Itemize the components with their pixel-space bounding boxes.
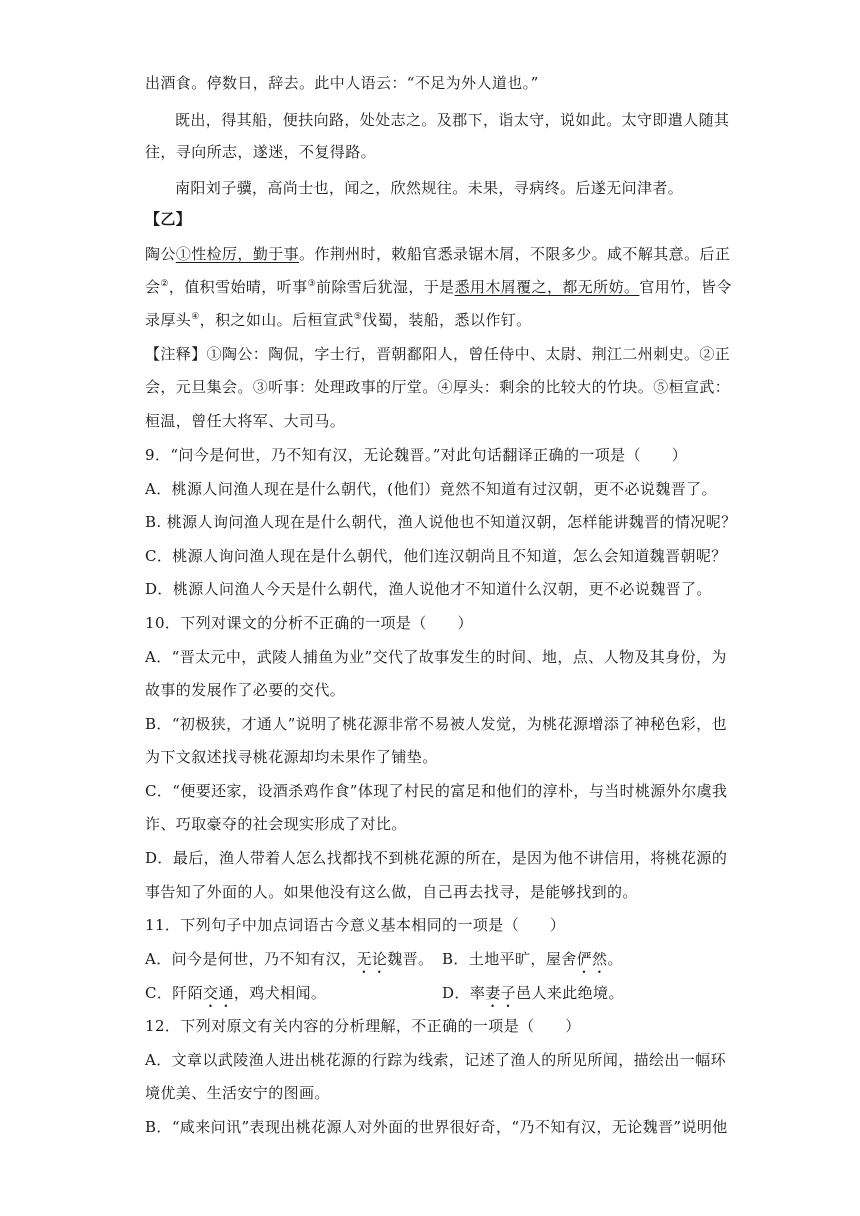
q11-d-dotted: 妻子 bbox=[485, 984, 517, 1002]
q9-option-d: D．桃源人问渔人今天是什么朝代，渔人说他才不知道什么汉朝，更不必说魏晋了。 bbox=[145, 580, 712, 598]
yi-l2-e: 官用竹，皆令 bbox=[639, 278, 732, 296]
q11-stem: 11．下列句子中加点词语古今意义基本相同的一项是（ ） bbox=[145, 916, 566, 934]
yi-l2-c: 前除雪后犹湿，于是 bbox=[315, 278, 455, 296]
q11-d-text: D．率 bbox=[442, 984, 486, 1002]
note-ref-5: ⑤ bbox=[353, 312, 363, 322]
q11-d-post: 邑人来此绝境。 bbox=[516, 984, 624, 1002]
yi-l2-b: ，值积雪始晴，听事 bbox=[168, 278, 308, 296]
q9-option-a: A．桃源人问渔人现在是什么朝代，(他们）竟然不知道有过汉朝，更不必说魏晋了。 bbox=[145, 480, 717, 498]
q9-option-c: C．桃源人询问渔人现在是什么朝代，他们连汉朝尚且不知道，怎么会知道魏晋朝呢？ bbox=[145, 547, 727, 565]
q10-option-b-line-2: 为下文叙述找寻桃花源却均未果作了铺垫。 bbox=[145, 748, 438, 766]
q11-option-d bbox=[442, 982, 624, 1011]
q10-option-c-line-2: 诈、巧取豪夺的社会现实形成了对比。 bbox=[145, 815, 407, 833]
notes-line-1: 【注释】①陶公：陶侃，字士行，晋朝鄱阳人，曾任侍中、太尉、荆江二州刺史。②正 bbox=[145, 345, 731, 363]
yi-l1-underlined: ①性检厉，勤于事 bbox=[175, 245, 300, 263]
yi-l2-a: 会 bbox=[145, 278, 161, 296]
q9-option-b: B. 桃源人询问渔人现在是什么朝代，渔人说他也不知道汉朝，怎样能讲魏晋的情况呢？ bbox=[145, 513, 737, 531]
passage-yi-line-1 bbox=[145, 243, 731, 265]
yi-l1-a: 陶公 bbox=[145, 245, 176, 263]
q10-option-b-line-1: B．“初极狭，才通人”说明了桃花源非常不易被人发觉，为桃花源增添了神秘色彩，也 bbox=[145, 715, 727, 733]
q11-b-text: B．土地平旷，屋舍 bbox=[442, 950, 577, 968]
q9-stem: 9．“问今是何世，乃不知有汉，无论魏晋。”对此句话翻译正确的一项是（ ） bbox=[145, 446, 688, 464]
q10-option-d-line-1: D．最后，渔人带着人怎么找都找不到桃花源的所在，是因为他不讲信用，将桃花源的 bbox=[145, 849, 728, 867]
q10-option-a-line-2: 故事的发展作了必要的交代。 bbox=[145, 681, 346, 699]
notes-line-2: 会，元旦集会。③听事：处理政事的厅堂。④厚头：剩余的比较大的竹块。⑤桓宣武： bbox=[145, 378, 731, 396]
yi-l2-underlined: 悉用木屑覆之，都无所妨。 bbox=[454, 278, 640, 296]
q12-option-a-line-2: 境优美、生活安宁的图画。 bbox=[145, 1084, 330, 1102]
q10-option-c-line-1: C．“便要还家，设酒杀鸡作食”体现了村民的富足和他们的淳朴，与当时桃源外尔虞我 bbox=[145, 782, 728, 800]
yi-l3-a: 录厚头 bbox=[145, 311, 192, 329]
q11-row-2 bbox=[145, 982, 715, 1011]
q11-b-post: 。 bbox=[607, 950, 623, 968]
note-ref-3: ③ bbox=[307, 279, 316, 289]
note-ref-2: ② bbox=[160, 279, 169, 289]
yi-l3-c: 伐蜀，装船，悉以作钉。 bbox=[362, 311, 532, 329]
q11-a-post: 魏晋。 bbox=[387, 950, 434, 968]
q10-stem: 10．下列对课文的分析不正确的一项是（ ） bbox=[145, 614, 473, 632]
q10-option-d-line-2: 事告知了外面的人。如果他没有这么做，自己再去找寻，是能够找到的。 bbox=[145, 883, 638, 901]
passage-jia-line-1: 出酒食。停数日，辞去。此中人语云：“不足为外人道也。” bbox=[145, 74, 539, 92]
passage-yi-heading: 【乙】 bbox=[145, 210, 192, 228]
passage-jia-line-4: 南阳刘子骥，高尚士也，闻之，欣然规往。未果，寻病终。后遂无问津者。 bbox=[175, 179, 684, 197]
q11-a-dotted: 无论 bbox=[356, 950, 388, 968]
passage-yi-line-2 bbox=[145, 276, 732, 298]
q11-c-text: C．阡陌 bbox=[145, 984, 204, 1002]
notes-line-3: 桓温，曾任大将军、大司马。 bbox=[145, 412, 346, 430]
passage-jia-line-3: 往，寻向所志，遂迷，不复得路。 bbox=[145, 143, 377, 161]
q11-a-text: A．问今是何世，乃不知有汉， bbox=[145, 950, 357, 968]
q11-option-c bbox=[145, 984, 326, 1002]
note-ref-4: ④ bbox=[191, 312, 200, 322]
q12-option-a-line-1: A．文章以武陵渔人进出桃花源的行踪为线索，记述了渔人的所见所闻，描绘出一幅环 bbox=[145, 1051, 727, 1069]
q10-option-a-line-1: A．“晋太元中，武陵人捕鱼为业”交代了故事发生的时间、地，点、人物及其身份，为 bbox=[145, 648, 727, 666]
yi-l1-c: 。作荆州时，敕船官悉录锯木屑，不限多少。咸不解其意。后正 bbox=[299, 245, 731, 263]
passage-yi-line-3 bbox=[145, 309, 715, 331]
q11-c-post: ，鸡犬相闻。 bbox=[233, 984, 327, 1002]
yi-l3-b: ，积之如山。后桓宣武 bbox=[199, 311, 354, 329]
q12-stem: 12．下列对原文有关内容的分析理解，不正确的一项是（ ） bbox=[145, 1017, 581, 1035]
q11-option-b bbox=[442, 948, 623, 977]
q11-option-a bbox=[145, 950, 433, 968]
q11-b-dotted: 俨然 bbox=[576, 950, 608, 968]
passage-jia-line-2: 既出，得其船，便扶向路，处处志之。及郡下，诣太守，说如此。太守即遣人随其 bbox=[175, 111, 730, 129]
q11-row-1 bbox=[145, 948, 715, 977]
q11-c-dotted: 交通 bbox=[203, 984, 234, 1002]
q12-option-b-line-1: B．“咸来问讯”表现出桃花源人对外面的世界很好奇，“乃不知有汉，无论魏晋”说明他 bbox=[145, 1118, 728, 1136]
